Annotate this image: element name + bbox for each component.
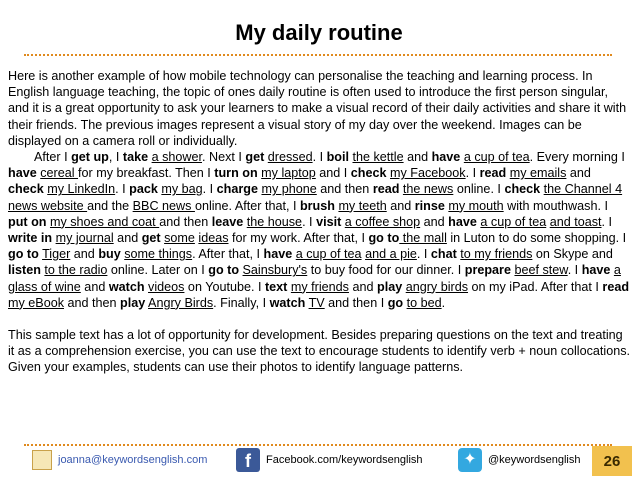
verb-text: watch	[269, 295, 306, 310]
verb-text: play	[120, 295, 146, 310]
noun-text: my journal	[55, 231, 114, 246]
noun-text: a cup of tea	[295, 247, 362, 262]
verb-text: charge	[216, 182, 258, 197]
story-text: on my iPad. After that I	[468, 279, 603, 294]
verb-text: buy	[98, 247, 121, 262]
verb-text: rinse	[414, 198, 445, 213]
verb-text: have	[431, 150, 461, 165]
story-text: for my breakfast. Then I	[78, 166, 215, 181]
email-icon	[32, 450, 52, 470]
story-text: . I	[202, 182, 217, 197]
story-text: and then I	[324, 295, 388, 310]
story-text: online. After that, I	[194, 198, 300, 213]
noun-text: cereal	[40, 166, 79, 181]
story-text: . Every morning I	[529, 150, 625, 165]
noun-text: to bed	[406, 295, 442, 310]
story-paragraph	[8, 149, 630, 311]
story-text: online. I	[453, 182, 505, 197]
noun-text: my emails	[509, 166, 567, 181]
verb-text: text	[264, 279, 288, 294]
story-text: . After that, I	[192, 247, 264, 262]
noun-text: TV	[308, 295, 325, 310]
verb-text: boil	[326, 150, 349, 165]
noun-text: my mouth	[448, 198, 504, 213]
noun-text: Tiger	[42, 247, 71, 262]
noun-text: ideas	[198, 231, 229, 246]
story-text: and	[386, 198, 415, 213]
noun-text: my shoes and coat	[49, 214, 160, 229]
noun-text: angry birds	[405, 279, 469, 294]
verb-text: chat	[430, 247, 457, 262]
story-text: and I	[315, 166, 351, 181]
noun-text: my Facebook	[390, 166, 466, 181]
verb-text: turn on	[214, 166, 258, 181]
verb-text: read	[602, 279, 630, 294]
noun-text: some	[164, 231, 195, 246]
noun-text: the Channel 4 news website	[8, 182, 623, 213]
noun-text: the mall	[399, 231, 447, 246]
noun-text: a cup of tea	[480, 214, 547, 229]
noun-text: my friends	[290, 279, 349, 294]
verb-text: check	[504, 182, 541, 197]
story-text: on Youtube. I	[184, 279, 265, 294]
story-text: and	[348, 279, 377, 294]
story-text: . I	[416, 247, 431, 262]
noun-text: the house	[246, 214, 303, 229]
verb-text: brush	[299, 198, 335, 213]
verb-text: check	[8, 182, 44, 197]
noun-text: to my friends	[460, 247, 533, 262]
verb-text: get	[141, 231, 161, 246]
noun-text: some things	[124, 247, 193, 262]
verb-text: prepare	[464, 263, 511, 278]
verb-text: watch	[108, 279, 145, 294]
story-text: , I	[108, 150, 123, 165]
noun-text: Angry Birds	[148, 295, 214, 310]
intro-paragraph: Here is another example of how mobile technology can personalise the teaching and learning process. In English language teaching, the topic of ones daily routine is often used to introduce the first person singular, and it is a great opportunity to ask your learners to make a visual record of their daily activities and share it with their friends. The previous images represent a visual story of my day over the weekend. Images can be displayed on a camera roll or individually.	[8, 69, 627, 148]
page-title: My daily routine	[235, 20, 403, 45]
story-text: and then	[316, 182, 373, 197]
noun-text: the news	[402, 182, 454, 197]
story-text: and the	[87, 198, 133, 213]
noun-text: to the radio	[44, 263, 108, 278]
facebook-icon[interactable]: f	[236, 448, 260, 472]
noun-text: the kettle	[352, 150, 404, 165]
story-text: . I	[312, 150, 327, 165]
noun-text: and a pie	[365, 247, 417, 262]
story-text: and	[420, 214, 449, 229]
noun-text: a cup of tea	[463, 150, 530, 165]
twitter-handle[interactable]: @keywordsenglish	[488, 454, 581, 466]
verb-text: have	[581, 263, 611, 278]
footer-divider	[24, 444, 612, 446]
noun-text: my phone	[261, 182, 317, 197]
story-text: on Skype and	[532, 247, 613, 262]
noun-text: Sainsbury's	[242, 263, 308, 278]
noun-text: my eBook	[8, 295, 64, 310]
verb-text: go to	[208, 263, 240, 278]
story-text: . I	[465, 166, 480, 181]
twitter-icon[interactable]: ✦	[458, 448, 482, 472]
story-text: online. Later on I	[107, 263, 209, 278]
story-text: and	[566, 166, 591, 181]
story-text: and then	[159, 214, 212, 229]
noun-text: my laptop	[261, 166, 316, 181]
verb-text: get up	[71, 150, 109, 165]
main-text	[8, 68, 630, 376]
verb-text: take	[122, 150, 149, 165]
story-text: . I	[115, 182, 130, 197]
verb-text: have	[263, 247, 293, 262]
verb-text: read	[372, 182, 400, 197]
noun-text: beef stew	[514, 263, 568, 278]
story-text: in Luton to do some shopping. I	[446, 231, 627, 246]
verb-text: go to	[368, 231, 400, 246]
verb-text: go to	[8, 247, 39, 262]
story-text: and	[403, 150, 432, 165]
noun-text: BBC news	[132, 198, 195, 213]
verb-text: leave	[211, 214, 244, 229]
page-number: 26	[592, 446, 632, 476]
email-link[interactable]: joanna@keywordsenglish.com	[58, 454, 208, 466]
story-text: . I	[567, 263, 582, 278]
story-text: and then	[64, 295, 121, 310]
story-text: .	[441, 295, 446, 310]
noun-text: and toast	[549, 214, 602, 229]
verb-text: play	[377, 279, 403, 294]
story-text: with mouthwash. I	[503, 198, 608, 213]
noun-text: a shower	[151, 150, 202, 165]
verb-text: visit	[316, 214, 342, 229]
outro-paragraph: This sample text has a lot of opportunity for development. Besides preparing questions on the text and treating it as a comprehension exercise, you can use the text to encourage students to identify verb + noun collocations. Given your examples, students can use their photos to identify language patterns.	[8, 328, 631, 375]
verb-text: read	[479, 166, 507, 181]
verb-text: have	[448, 214, 477, 229]
story-text: and	[80, 279, 109, 294]
noun-text: my bag	[161, 182, 203, 197]
facebook-link[interactable]: Facebook.com/keywordsenglish	[266, 454, 423, 466]
verb-text: write in	[8, 231, 53, 246]
noun-text: dressed	[267, 150, 313, 165]
story-text: . Finally, I	[213, 295, 270, 310]
title-divider	[24, 54, 612, 56]
footer	[0, 440, 638, 479]
story-text: After I	[34, 150, 72, 165]
story-text: and	[113, 231, 142, 246]
verb-text: listen	[8, 263, 41, 278]
noun-text: my LinkedIn	[47, 182, 116, 197]
noun-text: my teeth	[338, 198, 387, 213]
story-text: for my work. After that, I	[228, 231, 369, 246]
verb-text: go	[387, 295, 404, 310]
verb-text: put on	[8, 214, 47, 229]
verb-text: check	[350, 166, 387, 181]
verb-text: have	[8, 166, 37, 181]
verb-text: pack	[129, 182, 158, 197]
verb-text: get	[245, 150, 265, 165]
story-text: . I	[302, 214, 317, 229]
noun-text: a glass of wine	[8, 263, 621, 294]
story-text: . I	[601, 214, 613, 229]
noun-text: videos	[148, 279, 185, 294]
story-text: . Next I	[202, 150, 246, 165]
noun-text: a coffee shop	[344, 214, 421, 229]
story-text: and	[70, 247, 99, 262]
story-text: to buy food for our dinner. I	[307, 263, 465, 278]
